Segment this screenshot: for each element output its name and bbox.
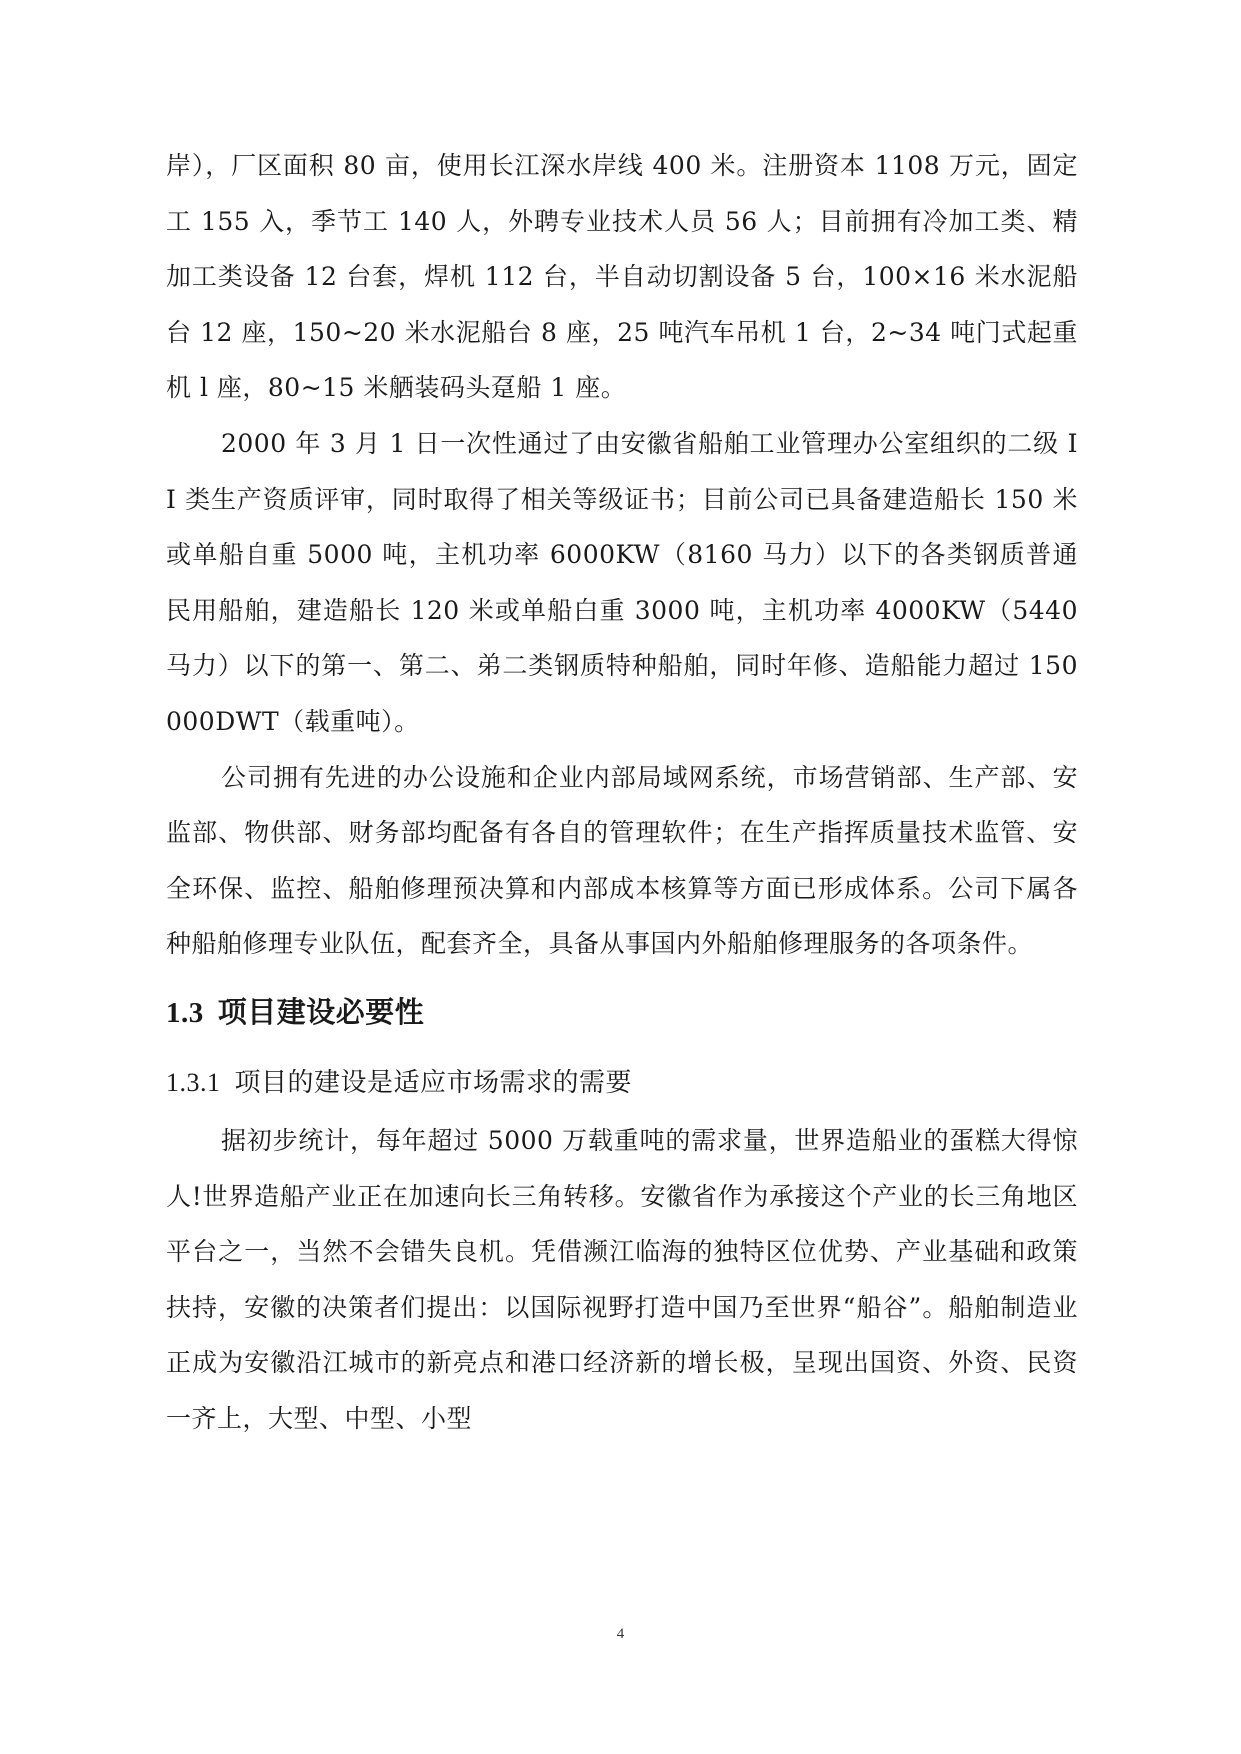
paragraph-qualification: 2000 年 3 月 1 日一次性通过了由安徽省船舶工业管理办公室组织的二级 II 类生产资质评审，同时取得了相关等级证书；目前公司已具备建造船长 150 米或单船自重 5000 吨，主机功率 6000KW（8160 马力）以下的各类钢质普通民用船舶，建造船长 120 米或单船白重 3000 吨，主机功率 4000KW（5440 马力）以下的第一、第二、弟二类钢质特种船舶，同时年修、造船能力超过 150000DWT（载重吨）。 xyxy=(166,428,1078,736)
subsection-title: 项目的建设是适应市场需求的需要 xyxy=(234,1067,633,1098)
paragraph-company-facilities: 岸），厂区面积 80 亩，使用长江深水岸线 400 米。注册资本 1108 万元，固定工 155 入，季节工 140 人，外聘专业技术人员 56 人；目前拥有冷加工类、精加工类设备 12 台套，焊机 112 台，半自动切割设备 5 台，100×16 米水泥船台 12 座，150~20 米水泥船台 8 座，25 吨汽车吊机 1 台，2~34 吨门式起重机 l 座，80~15 米舾装码头趸船 1 座。 xyxy=(166,151,1078,403)
subsection-heading xyxy=(166,1053,1078,1113)
subsection-number: 1.3.1 xyxy=(166,1067,221,1097)
paragraph-market-demand: 据初步统计，每年超过 5000 万载重吨的需求量，世界造船业的蛋糕大得惊人!世界造船产业正在加速向长三角转移。安徽省作为承接这个产业的长三角地区平台之一，当然不会错失良机。凭借濒江临海的独特区位优势、产业基础和政策扶持，安徽的决策者们提出：以国际视野打造中国乃至世界“船谷”。船舶制造业正成为安徽沿江城市的新亮点和港口经济新的增长极，呈现出国资、外资、民资一齐上，大型、中型、小型 xyxy=(166,1125,1078,1433)
section-number: 1.3 xyxy=(166,996,204,1029)
page-number: 4 xyxy=(616,1626,625,1642)
section-title: 项目建设必要性 xyxy=(217,994,425,1029)
section-heading xyxy=(166,982,1078,1043)
page-content xyxy=(166,138,1078,1446)
paragraph-management-systems: 公司拥有先进的办公设施和企业内部局域网系统，市场营销部、生产部、安监部、物供部、财务部均配备有各自的管理软件；在生产指挥质量技术监管、安全环保、监控、船舶修理预决算和内部成本核算等方面已形成体系。公司下属各种船舶修理专业队伍，配套齐全，具备从事国内外船舶修理服务的各项条件。 xyxy=(166,762,1078,959)
